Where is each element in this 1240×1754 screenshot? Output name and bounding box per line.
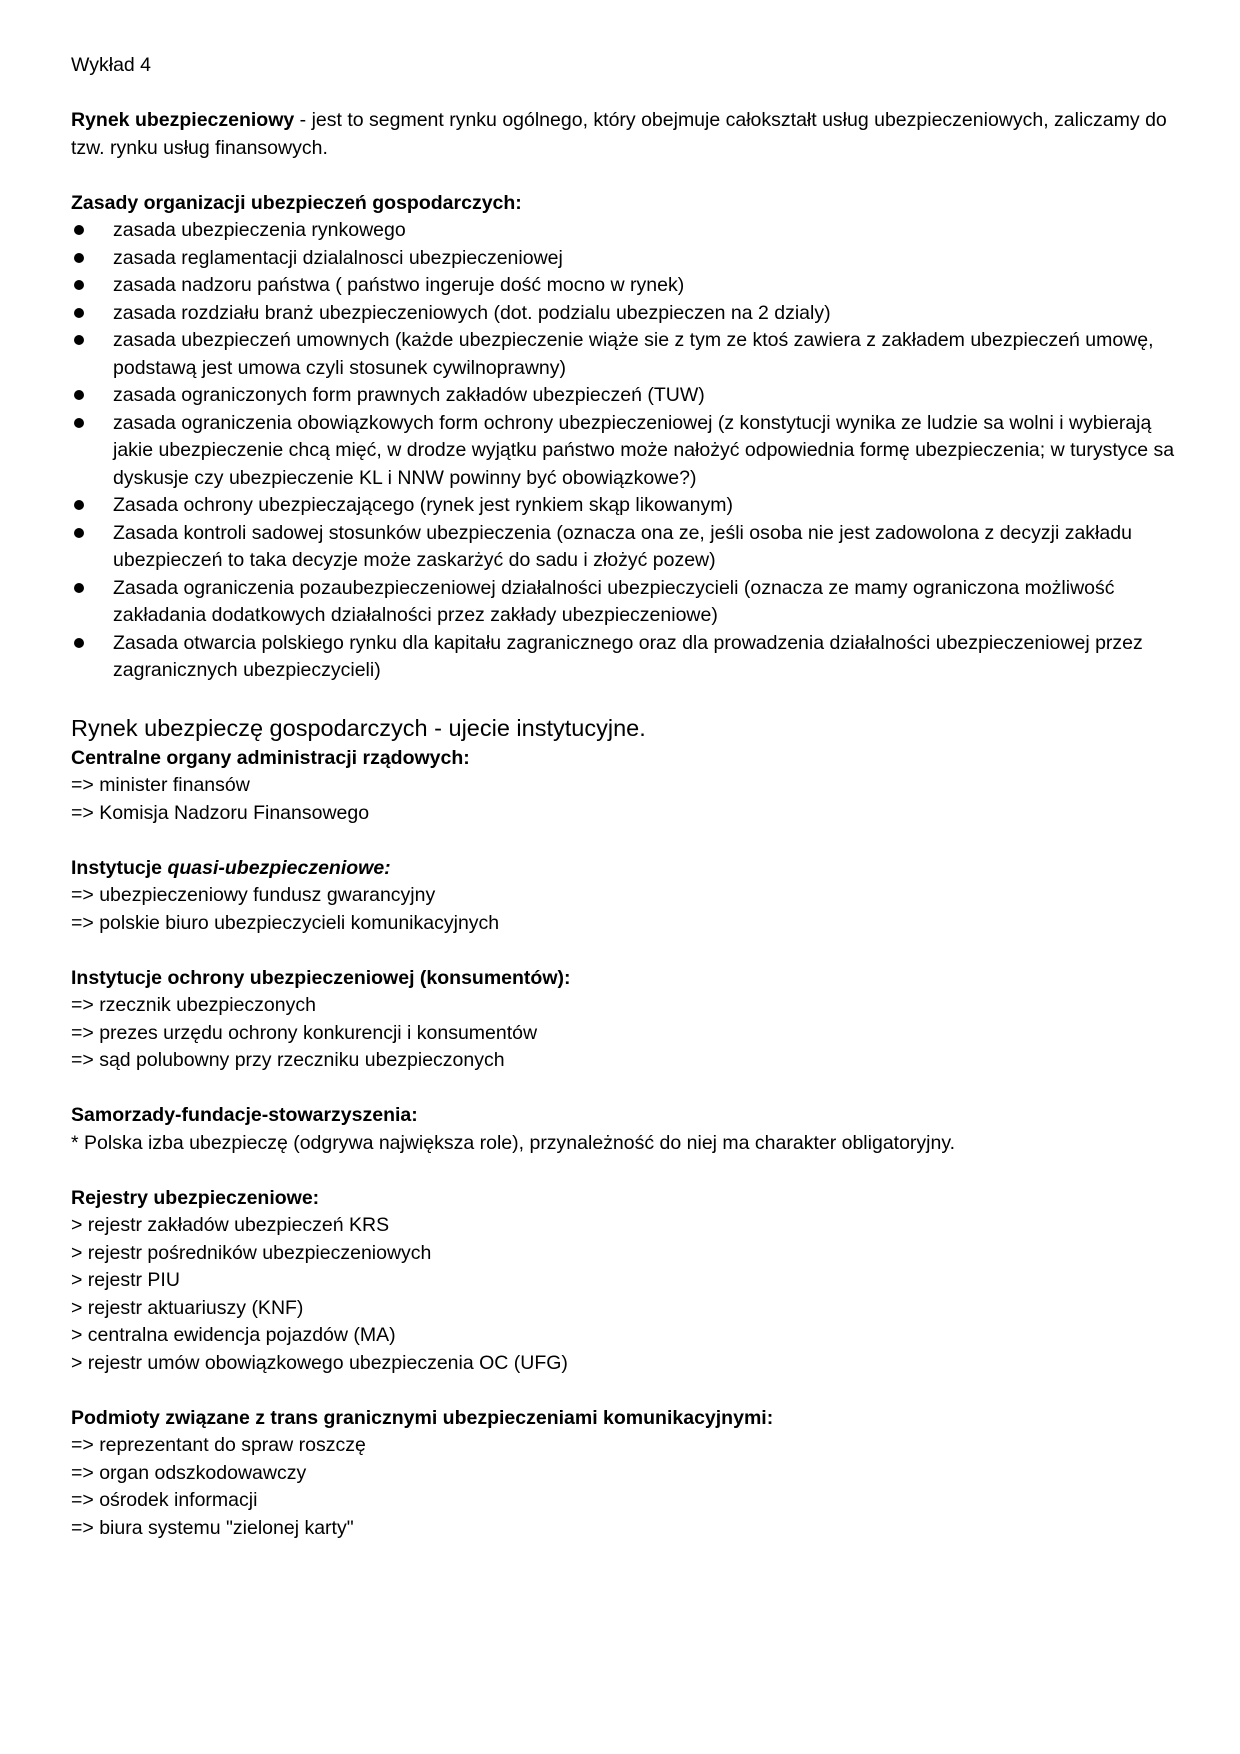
- list-item: > rejestr zakładów ubezpieczeń KRS: [71, 1214, 390, 1236]
- principles-list: [71, 217, 1176, 685]
- list-item: => minister finansów: [71, 774, 250, 796]
- list-item: zasada reglamentacji dzialalnosci ubezpieczeniowej: [71, 245, 1176, 273]
- section-title: Rynek ubezpieczę gospodarczych - ujecie instytucyjne.: [71, 714, 646, 741]
- consumer-protection-heading: Instytucje ochrony ubezpieczeniowej (konsumentów):: [71, 966, 571, 989]
- intro-text: - jest to segment rynku ogólnego, który obejmuje całokształt usług ubezpieczeniowych, zaliczamy do tzw. rynku usług finansowych.: [71, 109, 1167, 159]
- list-item: zasada ograniczenia obowiązkowych form ochrony ubezpieczeniowej (z konstytucji wynika ze ludzie sa wolni i wybierają jakie ubezpieczenie chcą mięć, w drodze wyjątku państwo może nałożyć odpowiednia formę ubezpieczenia; w turystyce sa dyskusje czy ubezpieczenie KL i NNW powinny być obowiązkowe?): [71, 410, 1176, 493]
- list-item: > rejestr aktuariuszy (KNF): [71, 1296, 304, 1319]
- list-item: > rejestr PIU: [71, 1269, 180, 1291]
- bullet-icon: [74, 308, 84, 318]
- list-item: zasada ubezpieczeń umownych (każde ubezpieczenie wiąże sie z tym ze ktoś zawiera z zakładem ubezpieczeń umowę, podstawą jest umowa czyli stosunek cywilnoprawny): [71, 327, 1176, 382]
- list-item: zasada ograniczonych form prawnych zakładów ubezpieczeń (TUW): [71, 382, 1176, 410]
- list-item: zasada nadzoru państwa ( państwo ingeruje dość mocno w rynek): [71, 272, 1176, 300]
- lecture-title: Wykład 4: [71, 54, 152, 76]
- list-item: => rzecznik ubezpieczonych: [71, 994, 316, 1016]
- list-item: => reprezentant do spraw roszczę: [71, 1434, 366, 1456]
- list-item: => polskie biuro ubezpieczycieli komunikacyjnych: [71, 911, 500, 934]
- list-item: > centralna ewidencja pojazdów (MA): [71, 1324, 396, 1346]
- central-organs-heading: Centralne organy administracji rządowych:: [71, 746, 470, 769]
- principles-heading: Zasady organizacji ubezpieczeń gospodarczych:: [71, 191, 522, 214]
- bullet-icon: [74, 225, 84, 235]
- bullet-icon: [74, 335, 84, 345]
- list-item: zasada ubezpieczenia rynkowego: [71, 217, 1176, 245]
- bullet-icon: [74, 500, 84, 510]
- list-item: => prezes urzędu ochrony konkurencji i konsumentów: [71, 1021, 538, 1044]
- bullet-icon: [74, 418, 84, 428]
- intro-paragraph: [71, 107, 1176, 162]
- bullet-icon: [74, 280, 84, 290]
- bullet-icon: [74, 390, 84, 400]
- list-item: > rejestr pośredników ubezpieczeniowych: [71, 1241, 432, 1264]
- cross-border-heading: Podmioty związane z trans granicznymi ubezpieczeniami komunikacyjnymi:: [71, 1406, 774, 1429]
- bullet-icon: [74, 583, 84, 593]
- list-item: Zasada kontroli sadowej stosunków ubezpieczenia (oznacza ona ze, jeśli osoba nie jest zadowolona z decyzji zakładu ubezpieczeń to taka decyzje może zaskarżyć do sadu i złożyć pozew): [71, 520, 1176, 575]
- list-item: => ubezpieczeniowy fundusz gwarancyjny: [71, 884, 436, 906]
- self-government-heading: Samorzady-fundacje-stowarzyszenia:: [71, 1104, 418, 1126]
- bullet-icon: [74, 528, 84, 538]
- document-page: [71, 52, 1176, 1542]
- intro-term: Rynek ubezpieczeniowy: [71, 109, 295, 131]
- list-item: * Polska izba ubezpieczę (odgrywa największa role), przynależność do niej ma charakter obligatoryjny.: [71, 1131, 956, 1154]
- list-item: => sąd polubowny przy rzeczniku ubezpieczonych: [71, 1049, 505, 1071]
- list-item: => biura systemu "zielonej karty": [71, 1516, 354, 1539]
- list-item: > rejestr umów obowiązkowego ubezpieczenia OC (UFG): [71, 1351, 568, 1374]
- list-item: Zasada ograniczenia pozaubezpieczeniowej działalności ubezpieczycieli (oznacza ze mamy ograniczona możliwość zakładania dodatkowych działalności przez zakłady ubezpieczeniowe): [71, 575, 1176, 630]
- list-item: => organ odszkodowawczy: [71, 1461, 307, 1484]
- list-item: Zasada otwarcia polskiego rynku dla kapitału zagranicznego oraz dla prowadzenia działalności ubezpieczeniowej przez zagranicznych ubezpieczycieli): [71, 630, 1176, 685]
- registers-heading: Rejestry ubezpieczeniowe:: [71, 1186, 320, 1209]
- bullet-icon: [74, 253, 84, 263]
- bullet-icon: [74, 638, 84, 648]
- list-item: zasada rozdziału branż ubezpieczeniowych (dot. podzialu ubezpieczen na 2 dzialy): [71, 300, 1176, 328]
- list-item: => ośrodek informacji: [71, 1489, 258, 1511]
- list-item: Zasada ochrony ubezpieczającego (rynek jest rynkiem skąp likowanym): [71, 492, 1176, 520]
- list-item: => Komisja Nadzoru Finansowego: [71, 801, 370, 824]
- quasi-heading: Instytucje quasi-ubezpieczeniowe:: [71, 856, 391, 879]
